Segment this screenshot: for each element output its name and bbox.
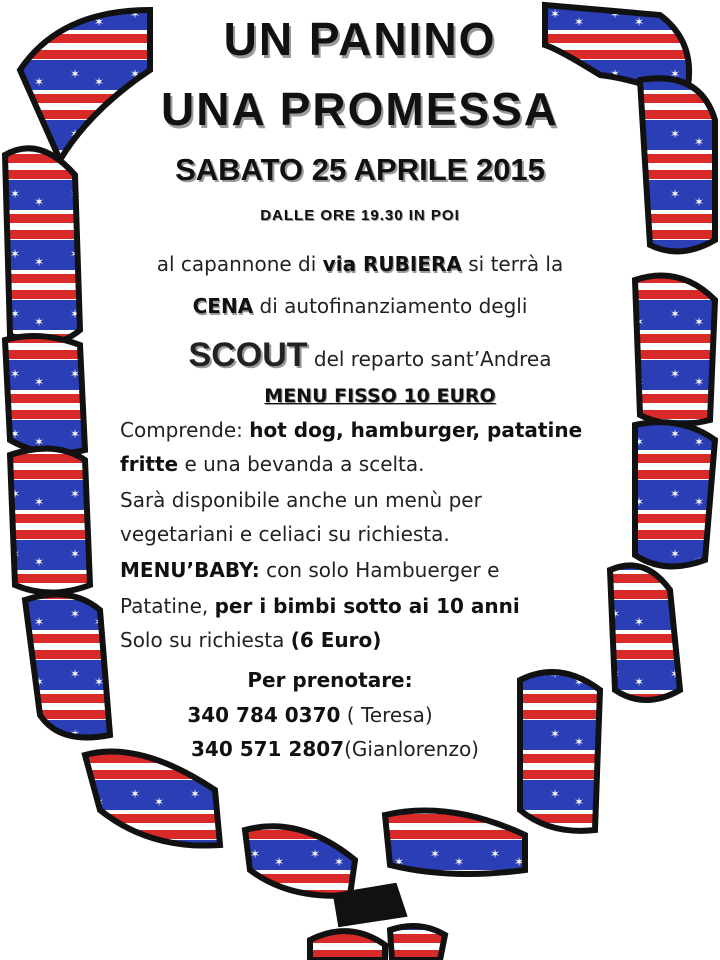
cena-post: di autofinanziamento degli: [253, 294, 528, 318]
comprende-line: [120, 418, 660, 442]
fritte-line: [120, 452, 660, 476]
baby-line-2: [120, 594, 660, 618]
phone-1: 340 784 0370: [187, 703, 341, 727]
baby-label: MENU’BABY:: [120, 558, 260, 582]
baby-line-1: [120, 558, 660, 582]
scout-line: [10, 336, 720, 375]
baby-line2-pre: Patatine,: [120, 594, 215, 618]
scarf-segment: [245, 826, 355, 895]
phone-1-name: ( Teresa): [340, 703, 433, 727]
phone-2-name: (Gianlorenzo): [344, 737, 479, 761]
menu-fisso: MENU FISSO 10 EURO: [264, 385, 496, 407]
phone-2: 340 571 2807: [191, 737, 345, 761]
phone-line-1: [0, 703, 670, 727]
veg-line-1: Sarà disponibile anche un menù per: [120, 488, 482, 512]
baby-text: con solo Hambuerger e: [259, 558, 500, 582]
title-line-1: UN PANINO: [223, 13, 497, 65]
comprende-label: Comprende:: [120, 418, 250, 442]
venue-street: via RUBIERA: [322, 252, 462, 276]
solo-pre: Solo su richiesta: [120, 628, 291, 652]
baby-line2-hl: per i bimbi sotto ai 10 anni: [214, 594, 520, 618]
bevanda-text: e una bevanda a scelta.: [178, 452, 425, 476]
phone-line-2: [0, 737, 695, 761]
cena-word: CENA: [192, 294, 254, 318]
venue-pre: al capannone di: [156, 252, 323, 276]
event-date: SABATO 25 APRILE 2015: [175, 152, 545, 187]
cena-line: [0, 294, 720, 318]
event-hours: DALLE ORE 19.30 IN POI: [260, 207, 460, 224]
venue-post: si terrà la: [461, 252, 564, 276]
scout-word: SCOUT: [188, 336, 308, 374]
title-line-2: UNA PROMESSA: [161, 83, 559, 135]
scarf-segment: [385, 811, 525, 875]
scarf-segment: [10, 449, 90, 593]
fritte-word: fritte: [120, 452, 179, 476]
solo-line: [120, 628, 660, 652]
comprende-items: hot dog, hamburger, patatine: [249, 418, 583, 442]
solo-price: (6 Euro): [290, 628, 382, 652]
scarf-segment: [390, 926, 445, 960]
scarf-segment: [85, 752, 220, 846]
scarf-segment: [310, 931, 385, 960]
veg-line-2: vegetariani e celiaci su richiesta.: [120, 522, 450, 546]
prenotare-heading: Per prenotare:: [247, 668, 413, 692]
venue-line: [0, 252, 720, 276]
scout-post: del reparto sant’Andrea: [307, 347, 552, 371]
